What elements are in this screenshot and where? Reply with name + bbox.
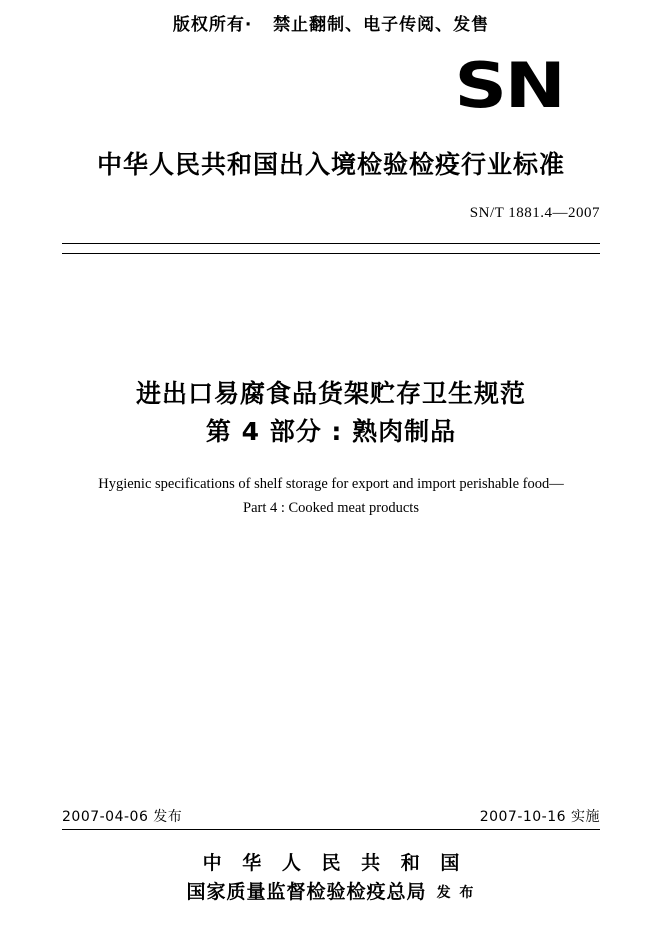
title-english (0, 472, 662, 520)
issuer-verb: 发 布 (436, 885, 476, 901)
title-chinese-line-2: 第 4 部分 : 熟肉制品 (205, 417, 457, 446)
title-english-line-2: Part 4 : Cooked meat products (243, 500, 419, 516)
divider-top-1 (62, 243, 600, 244)
issuer-line-2: 国家质量监督检验检疫总局 (186, 881, 427, 903)
issuer-line-1: 中 华 人 民 共 和 国 (202, 852, 467, 874)
copyright-notice: 版权所有· 禁止翻制、电子传阅、发售 (172, 15, 490, 35)
standard-number: SN/T 1881.4—2007 (469, 205, 600, 221)
sn-logo-container (0, 49, 662, 122)
title-english-line-1: Hygienic specifications of shelf storage for export and import perishable food— (98, 476, 564, 492)
implementation-date: 2007-10-16 实施 (479, 809, 600, 825)
title-chinese-line-1: 进出口易腐食品货架贮存卫生规范 (135, 379, 526, 408)
issuer-block (0, 848, 662, 904)
sn-logo: SN (454, 49, 564, 122)
divider-footer (62, 829, 600, 830)
issuing-organization-heading: 中华人民共和国出入境检验检疫行业标准 (96, 150, 565, 179)
release-date: 2007-04-06 发布 (62, 809, 183, 825)
divider-top-2 (62, 253, 600, 254)
issuer-line-2-row (0, 877, 662, 904)
title-chinese (0, 375, 662, 451)
